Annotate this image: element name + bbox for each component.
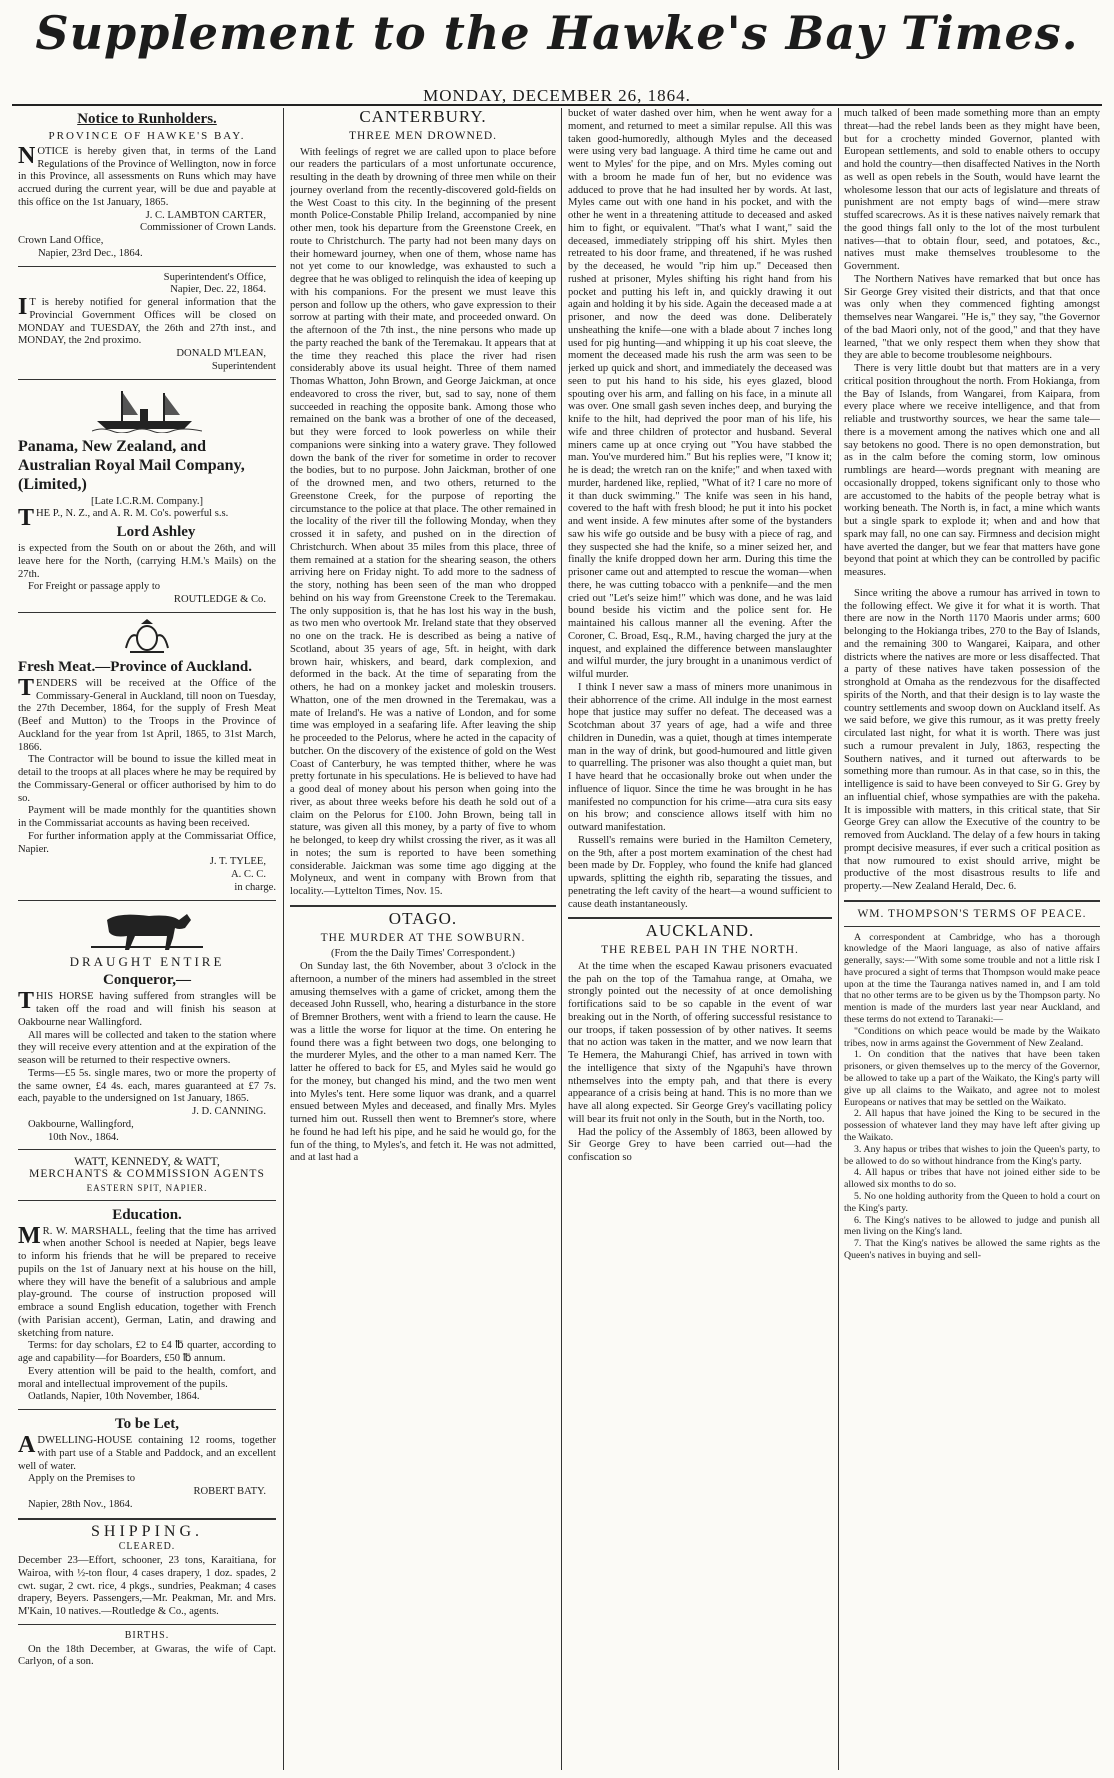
thompson-term-item: 6. The King's natives to be allowed to judge and punish all men living on the King's land.	[844, 1214, 1100, 1238]
otago-headline: THE MURDER AT THE SOWBURN.	[320, 931, 526, 944]
fresh-meat-body-1: TENDERS will be received at the Office of the Commissary-General in Auckland, till noon on Tuesday, the 27th December, 1864, for the supply of Fresh Meat (Beef and Mutton) to the Troops in the Province of Auckland for the year from 1st April, 1865, to 31st March, 1866.	[18, 674, 276, 753]
column-divider	[283, 108, 284, 1770]
mail-company-heading: Panama, New Zealand, and Australian Royal Mail Company, (Limited,)	[18, 437, 245, 493]
shipping-heading: SHIPPING.	[90, 1522, 203, 1540]
runholders-place: Crown Land Office,	[18, 235, 104, 246]
shipping-notice	[18, 1522, 276, 1619]
auckland-article-paragraph-4: There is very little doubt but that matters are in a very critical position throughout the north. From Hokianga, from the Bay of Islands, from Wangarei, from Kaipara, from every place where we receive intelligence, and that from reliable and trustworthy sources, we hear the same tale—there is a movement among the natives which one and all say betokens no good. There is no open demonstration, but as in the calm before the coming storm, low ominous rumblings are heard—words pregnant with meaning are occasionally dropped, tokens significant only to those who are accustomed to the habits of the people betray what is working beneath. The North is, in fact, a mine which wants but a single spark to explode it; when and and how that spark may fall, no one can say. Firmness and decision might have averted the danger, but we fear that matters have gone beyond that point at which they can be controlled by pacific measures.	[844, 363, 1100, 578]
mail-company-freight: For Freight or passage apply to	[28, 581, 161, 593]
shipping-cleared: CLEARED.	[118, 1541, 176, 1553]
runholders-heading: Notice to Runholders.	[77, 111, 217, 127]
to-let-signature: ROBERT BATY.	[193, 1486, 266, 1497]
shipping-body: December 23—Effort, schooner, 23 tons, Karaitiana, for Wairoa, with ½-ton flour, 4 cases drapery, 1 doz. spades, 2 cwt. sugar, 2 cwt. rice, 4 pkgs., sundries, Peakman; 4 cases drapery, Beyers. Passengers,—Mr. Peakman, Mr. and Mrs. M'Kain, 10 natives.—Routledge & Co., agents.	[18, 1555, 276, 1617]
horse-place: Oakbourne, Wallingford,	[28, 1118, 134, 1130]
births-notice	[18, 1630, 276, 1669]
separator	[844, 900, 1100, 902]
mail-company-notice	[18, 385, 276, 607]
fresh-meat-signature: J. T. TYLEE,	[209, 856, 266, 868]
horse-name: Conqueror,—	[103, 972, 191, 989]
thompson-terms-list	[844, 1049, 1100, 1261]
births-body: On the 18th December, at Gwaras, the wife of Capt. Carlyon, of a son.	[18, 1643, 276, 1668]
superintendent-signature-title: Superintendent	[211, 360, 276, 372]
separator	[18, 900, 276, 901]
steamship-illustration	[92, 385, 202, 433]
superintendent-body: IT is hereby notified for general information that the Provincial Government Offices will be closed on MONDAY and TUESDAY, the 26th and 27th inst., and MONDAY, the 2nd proximo.	[18, 294, 276, 347]
separator	[18, 1518, 276, 1520]
education-notice	[18, 1206, 276, 1405]
thompson-headline: WM. THOMPSON'S TERMS OF PEACE.	[857, 907, 1087, 920]
fresh-meat-signature-role: in charge.	[234, 881, 276, 893]
thompson-term-item: 1. On condition that the natives that have been taken prisoners, or given themselves up to the mercy of the Governor, be allowed to take up a part of the Waikato, the King's party will give up all claims to the Waikato, and agree not to molest Europeans or natives that may be settled on the Waikato.	[844, 1049, 1100, 1108]
runholders-notice	[18, 110, 276, 261]
otago-article: On Sunday last, the 6th November, about 3 o'clock in the afternoon, a number of the miners had assembled in the street amusing themselves with a game of cricket, among them the deceased John Russell, who, hearing a disturbance in the store of Bremner Brothers, went with a friend to learn the cause. He was a little the worse for liquor at the time. On entering he found there was a fight between two dogs, one belonging to the murderer Myles, and the other to a man named Kerr. The latter he offered to back for £5, and Myles said he would go for the money, but changed his mind, and the two men went into Myles's tent. Here some liquor was drank, and a quarrel ensued between Myles and deceased, and finally Mrs. Myles turned him out. Russell then went to Bremner's store, where he found he had left his pipe, and he said he would go, for the fun of the thing, to Myles's, and fetch it. He was not admitted, and at last had a	[290, 961, 556, 1164]
watt-line-2: MERCHANTS & COMMISSION AGENTS	[29, 1168, 265, 1180]
education-place: Oatlands, Napier, 10th November, 1864.	[28, 1391, 200, 1403]
mail-company-lead: THE P., N. Z., and A. R. M. Co's. powerful s.s.	[18, 505, 229, 532]
superintendent-notice	[18, 272, 276, 374]
education-body-2: Terms: for day scholars, £2 to £4 ℔ quarter, according to age and capability—for Boarders, £50 ℔ annum.	[18, 1340, 276, 1364]
education-heading: Education.	[112, 1206, 182, 1223]
fresh-meat-body-3: Payment will be made monthly for the quantities shown in the Commissariat accounts as having been received.	[18, 805, 276, 829]
draught-horse-notice	[18, 906, 276, 1145]
mail-company-signature: ROUTLEDGE & Co.	[173, 594, 266, 605]
horse-date: 10th Nov., 1864.	[48, 1131, 119, 1143]
mail-company-note: [Late I.C.R.M. Company.]	[91, 495, 203, 507]
separator	[18, 1409, 276, 1410]
horse-body-1: THIS HORSE having suffered from strangles will be taken off the road and will finish his season at Oakbourne near Wallingford.	[18, 988, 276, 1028]
to-let-body-1: ADWELLING-HOUSE containing 12 rooms, together with part use of a Stable and Paddock, and an excellent well of water.	[18, 1432, 276, 1472]
horse-body-3: Terms—£5 5s. single mares, two or more the property of the same owner, £4 4s. each, mares guaranteed at £7 7s. each, payable to the undersigned on 1st January, 1865.	[18, 1067, 276, 1105]
education-body-1: MR. W. MARSHALL, feeling that the time has arrived when another School is needed at Napier, begs leave to inform his friends that he will be prepared to receive pupils on the 1st of January next at his house on the hill, where they will have the benefit of a salubrious and ample play-ground. The course of instruction proposed will embrace a sound English education, together with French (with Parisian accent), German, Latin, and drawing and sketching from nature.	[18, 1222, 276, 1339]
watt-line-1: WATT, KENNEDY, & WATT,	[74, 1154, 220, 1169]
top-rule	[12, 104, 1102, 106]
column-auckland-thompson	[844, 108, 1100, 1768]
runholders-body: NOTICE is hereby given that, in terms of the Land Regulations of the Province of Wellington, now in force in this Province, all assessments on Runs which may have accrued during the current year, will be due and payable at this office on the 1st January, 1865.	[18, 142, 276, 208]
superintendent-signature: DONALD M'LEAN,	[176, 348, 266, 359]
masthead-title: Supplement to the Hawke's Bay Times.	[35, 6, 1079, 60]
horse-body-2: All mares will be collected and taken to the station where they will receive every attention and at the expiration of the season will be returned to their respective owners.	[18, 1029, 276, 1066]
separator	[568, 917, 832, 919]
column-otago-auckland	[568, 108, 832, 1768]
otago-source: (From the the Daily Times' Correspondent.)	[331, 948, 515, 960]
watt-kennedy-notice	[18, 1155, 276, 1194]
canterbury-article: With feelings of regret we are called upon to place before our readers the particulars of a most unfortunate occurence, resulting in the death by drowning of three men while on their journey overland from the recently-discovered gold-fields on the West Coast to this city. In the beginning of the present month Police-Constable Philip Ireland, accompanied by nine other men, took his departure from the Greenstone Creek, en route to Christchurch. The party had not been many days on their homeward journey, when one of them, whose name has not yet come to our knowledge, was exhausted to such a degree that he was obliged to relinquish the idea of keeping up with his companions. For the present we must leave this person and follow up the others, who gave expression to their sorrow at parting with their mate, and proceeded onward. On the afternoon of the 7th inst., the nine persons who made up the party reached the bank of the Teremakau. It appears that at the time they reached this place the river had risen considerably above its usual height. Three of them named Thomas Whatton, John Brown, and George Jaickman, at once endeavored to cross the river, but, sad to say, none of them succeeded in reaching the opposite bank. Among those who remained on the bank was a brother of one of the deceased, but they were forced to look powerless on while their companions were sinking into a watery grave. They followed down the bank of the river for sometime in order to recover the bodies, but to no purpose. John Jaickman, brother of one of the drowned men, and two others, returned to the Greenstone Creek, for the purpose of reporting the circumstance to the police at that place. The other remained in the locality of the river till the following Monday, when they crossed it in safety, and pushed on in the direction of Christchurch. When about 35 miles from this place, three of them remained at a station for the shearing season, the others arriving here on Friday night. To add more to the sadness of the story, nothing has been seen of the man who dropped behind on his way from Greenstone Creek to the Teremakau. The only supposition is, that he has lost his way in the bush, as two men who overtook Mr. Ireland state that they observed no one on the track. He is described as being a native of Scotland, about 35 years of age, 5ft. in height, with dark brown hair, whiskers, and beard, dark complexion, and deformed in the back. At the time of separating from the others, he had on a monkey jacket and moleskin trousers. Whatton, one of the men drowned in the Teremakau, was a mate of Ireland's. He was a native of London, and for some time was employed in a seafaring life. After leaving the ship he proceeded to the Pelorus, where he acted in the capacity of butcher. On the discovery of the existence of gold on the West Coast of Canterbury, he was tempted thither, where he was pretty fortunate in his speculations. He is believed to have had a good deal of money about his person when going into the river, as about three weeks before his death he sold out of a claim on the Pelorus for £100. John Brown, being tall in stature, was given all this money, by a party of five to whom he belonged, to keep dry whilst crossing the river, as it was all in notes; the sum is reported to have been something considerable. Jaickman was some time ago digging at the Molyneux, and went in company with Brown from that locality.—Lyttelton Times, Nov. 15.	[290, 146, 556, 897]
runholders-subheading: PROVINCE OF HAWKE'S BAY.	[48, 130, 246, 142]
column-divider	[838, 108, 839, 1770]
separator	[18, 1149, 276, 1150]
watt-line-3: EASTERN SPIT, NAPIER.	[86, 1182, 208, 1193]
runholders-signature-title: Commissioner of Crown Lands.	[140, 222, 276, 234]
otago-article-paragraph-3: Russell's remains were buried in the Hamilton Cemetery, on the 9th, after a post mortem examination of the chest had been made by Dr. Foppley, who found the knife had glanced upwards, splitting the eighth rib, separating the tissues, and penetrating the left cavity of the heart—a wound sufficient to cause death instantaneously.	[568, 834, 832, 910]
otago-article-paragraph-2: I think I never saw a mass of miners more unanimous in their abhorrence of the crime. All indulge in the most earnest hope that justice may suffer no defeat. The deceased was a Scotchman about 37 years of age, had a wife and three children in Dunedin, was a quiet, though at times intemperate man in the way of drink, but good-humoured and little given to quarrelling. The prisoner was also thought a quiet man, but I have heard that he occasionally broke out when under the influence of liquor. Since the time he was brought in he has manifested no compunction for his crime—atra cura sits easy on his brow; and conscience allows itself with him no outward manifestation.	[568, 681, 832, 833]
separator	[18, 1624, 276, 1625]
fresh-meat-heading: Fresh Meat.—Province of Auckland.	[18, 658, 253, 675]
ship-name: Lord Ashley	[116, 524, 196, 540]
fresh-meat-body-2: The Contractor will be bound to issue the killed meat in detail to the troops at all places where he may be required by the Commissary-General or officer authorised by him to do so.	[18, 754, 276, 804]
thompson-term-item: 4. All hapus or tribes that have not joined either side to be allowed six months to do so.	[844, 1167, 1100, 1191]
auckland-article: At the time when the escaped Kawau prisoners evacuated the pah on the top of the Tamahua range, at Omaha, we strongly pointed out the necessity of at once demolishing fortifications said to be so capable in the event of war breaking out in the North, of offering successful resistance to our troops, if taken possession of by other natives. It seems that no action was taken in the matter, and we now learn that Te Hemera, the Mahurangi Chief, has arrived in town with the intelligence that sixty of the Ngapuhi's have thrown nthemselves into the empty pah, and that there is every appearance of a crisis being at hand. This is no more than we have all along expected. Sir George Grey's vacillating policy will bear its fruit not only in the South, but in the North, too.	[568, 960, 832, 1125]
auckland-article-paragraph-3: The Northern Natives have remarked that but once has Sir George Grey visited their districts, and that that once was only when they commenced fighting amongst themselves near Wangarei. "He is," they say, "the Governor of the bad Maori only, not of the good," and that they have learned, "that we only respect them when they show that they are able to become troublesome neighbours.	[844, 273, 1100, 362]
auckland-section-title: AUCKLAND.	[645, 921, 755, 941]
horse-caption: DRAUGHT ENTIRE	[69, 953, 225, 969]
horse-illustration	[87, 906, 207, 952]
thompson-term-item: 5. No one holding authority from the Queen to hold a court on the King's party.	[844, 1191, 1100, 1214]
separator	[18, 266, 276, 267]
column-divider	[561, 108, 562, 1770]
canterbury-section-title: CANTERBURY.	[359, 108, 487, 126]
separator	[18, 379, 276, 380]
auckland-headline: THE REBEL PAH IN THE NORTH.	[601, 944, 799, 956]
superintendent-place: Superintendent's Office,	[163, 271, 266, 283]
education-body-3: Every attention will be paid to the health, comfort, and moral and intellectual improvement of the pupils.	[18, 1365, 276, 1390]
mail-company-body: is expected from the South on or about the 26th, and will leave here for the North, (carrying H.M.'s Mails) on the 27th.	[18, 543, 276, 580]
runholders-signature: J. C. LAMBTON CARTER,	[145, 209, 266, 221]
thompson-term-item: 3. Any hapus or tribes that wishes to join the Queen's party, to be allowed to do so without hindrance from the King's party.	[844, 1143, 1100, 1167]
fresh-meat-notice	[18, 618, 276, 895]
superintendent-date: Napier, Dec. 22, 1864.	[170, 284, 266, 296]
separator	[290, 905, 556, 907]
auckland-article-continued: much talked of been made something more than an empty threat—had the rebel lands been as they might have been, but for a crochetty minded Governor, planted with European settlements, and sold to enable others to occupy and hold the country—then disaffected Natives in the North as well as open rebels in the South, would have learnt the wholesome lesson that our acts of legislature and threats of punishment are not empty bags of wind—mere straw stuffed scarecrows. As it is these natives naively remark that the good things fall only to the lot of the most turbulent natives—that to obtain flour, seed, and potatoes, &c., natives must make themselves troublesome to the Government.	[844, 108, 1100, 272]
to-let-heading: To be Let,	[114, 1416, 180, 1432]
to-let-body-2: Apply on the Premises to	[28, 1473, 136, 1485]
column-canterbury-otago	[290, 108, 556, 1768]
to-let-notice	[18, 1415, 276, 1512]
otago-section-title: OTAGO.	[388, 908, 458, 928]
thompson-conditions-heading: "Conditions on which peace would be made by the Waikato tribes, now in arms against the Government of New Zealand.	[844, 1025, 1100, 1049]
auckland-article-paragraph-5: Since writing the above a rumour has arrived in town to the following effect. We give it for what it is worth. That there are now in the North 1170 Maoris under arms; 600 belonging to the Hokianga tribes, 270 to the Bay of Islands, and the remaining 300 to Wangarei, Kaipara, and other districts where the natives are more or less disaffected. That a party of these natives have taken possession of the stronghold at Omaha as the rendezvous for the disaffected spirits of the North, and that their design is to lay waste the country settlements and swoop down on Auckland itself. As we said before, we give this rumour, as it was pretty freely circulated last night, for what it is worth. There was just such a rumour prevalent in July, 1863, respecting the Southern natives, and it turned out afterwards to be something more than rumour. As in that case, so in this, the intelligence is said to have been conveyed to Sir G. Grey by an influential chief, whose sympathies are with the pakeha. It is impossible with matters, in this critical state, that Sir George Grey can allow the Executive of the country to be removed from Auckland. The delay of a few hours in taking prompt decisive measures, if ever such a critical position as that now rumoured to exist should arrive, might be productive of the most disastrous results to life and property.—New Zealand Herald, Dec. 6.	[844, 587, 1100, 892]
separator	[844, 926, 1100, 927]
fresh-meat-signature-title: A. C. C.	[230, 869, 266, 880]
thompson-term-item: 2. All hapus that have joined the King to be secured in the possession of whatever land they may have left after giving up the Waikato.	[844, 1108, 1100, 1144]
dateline: MONDAY, DECEMBER 26, 1864.	[423, 86, 691, 105]
thompson-term-item: 7. That the King's natives be allowed the same rights as the Queen's natives in buying and sell-	[844, 1238, 1100, 1262]
otago-article-continued: bucket of water dashed over him, when he went away for a moment, and returned to meet a similar repulse. All this was taken good-humoredly, although Myles and the deceased were using very bad language. A third time he came out and went to Myles' for the pipe, and on Mrs. Myles coming out with a broom he made fun of her, but no evidence was adduced to prove that he had insulted her by words. At last, Myles came out with one hand in his pocket, and with the other he went in a threatening attitude to deceased and asked him to fight, or equivalent. "That's what I want," said the deceased, immediately stripping off his shirt. Myles then retreated to his door frame, and threatened, if he was rushed by the deceased, he would "rip him up." Deceased then rushed at prisoner, Myles shifting his right hand from his pocket and putting his left in, and quickly drawing it out again and holding it by his side. Again the deceased made a at prisoner, and now the deed was done. Deliberately unsheathing the knife—one with a blade about 7 inches long used for pig hunting—and whipping it up his coat sleeve, the moment the deceased made his rush the arm was seen to be jerked up quick and short, and immediately the deceased was seen to put his hand to his side, his eyes glazed, blood spouting over his arm, and falling on his face, in a minute all was over. One small gash seven inches deep, and burying the knife to the hilt, had deprived the poor man of his life, his wife and three children of protector and husband. Several miners came up at once crying out "You have stabbed the man. You've murdered him." But his replies were, "I know it; he is dead; the wretch ran on the knife;" and when taxed with murder, hardened like, replied, "What of it? I care no more of it than duck swimming." The knife was seen in his hand, covered to the haft with fresh blood; he put it into his pocket and went inside. A few minutes after some of the bystanders saw his wife go outside and be busy with a piece of rag, and they suspected she had the knife, so a miner seized her, and finally the knife dropped down her arm. During this time the prisoner came out and attempted to rescue the woman—when there, he was cutting tobacco with a penknife—and the men cried out "Let's seize him!" which was done, and he was laid bound beside his victim and the police sent for. He maintained his callous manner all the evening. After the Coroner, C. Broad, Esq., R.M., having charged the jury at the inquest, and explained the difference between manslaughter and wilful murder, the jury brought in a unanimous verdict of wilful murder.	[568, 108, 832, 680]
runholders-date: Napier, 23rd Dec., 1864.	[38, 247, 143, 259]
royal-arms-emblem	[122, 618, 172, 654]
column-advertisements	[18, 108, 276, 1768]
canterbury-headline: THREE MEN DROWNED.	[349, 129, 497, 142]
births-heading: BIRTHS.	[124, 1629, 170, 1641]
horse-signature: J. D. CANNING.	[192, 1106, 266, 1117]
to-let-place: Napier, 28th Nov., 1864.	[28, 1498, 133, 1510]
auckland-article-paragraph-2: Had the policy of the Assembly of 1863, been allowed by Sir George Grey to have been carried out—had the confiscation so	[568, 1126, 832, 1163]
separator	[18, 1200, 276, 1201]
thompson-intro: A correspondent at Cambridge, who has a thorough knowledge of the Maori language, as also of native affairs generally, says:—"With some some trouble and not a little risk I have procured a sight of terms that Thompson would make peace upon at the time the Tauranga natives named in, and I am told that no other terms are to be given us by the Thompson party. No mention is made of the murders last year near Auckland, and these terms do not extend to Taranaki:—	[844, 931, 1100, 1026]
separator	[18, 612, 276, 613]
fresh-meat-body-4: For further information apply at the Commissariat Office, Napier.	[18, 830, 276, 855]
